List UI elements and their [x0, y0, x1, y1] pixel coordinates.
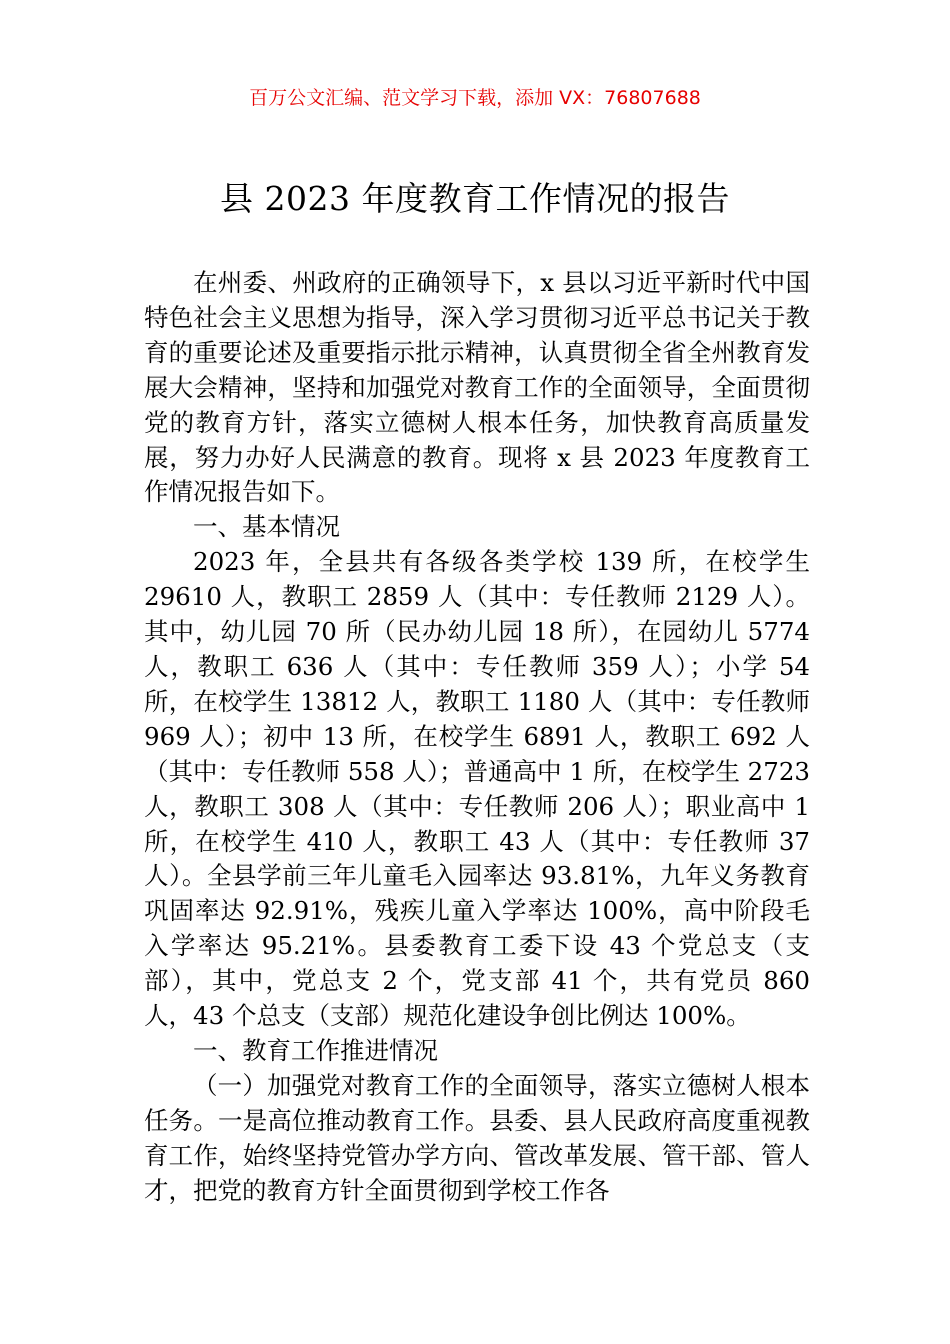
paragraph-work-progress: （一）加强党对教育工作的全面领导，落实立德树人根本任务。一是高位推动教育工作。县委、县人民政府高度重视教育工作，始终坚持党管办学方向、管改革发展、管干部、管人才，把党的教育方针全面贯彻到学校工作各: [144, 1070, 810, 1205]
paragraph-intro: 在州委、州政府的正确领导下，x 县以习近平新时代中国特色社会主义思想为指导，深入学习贯彻习近平总书记关于教育的重要论述及重要指示批示精神，认真贯彻全省全州教育发展大会精神，坚持和加强党对教育工作的全面领导，全面贯彻党的教育方针，落实立德树人根本任务，加快教育高质量发展，努力办好人民满意的教育。现将 x 县 2023 年度教育工作情况报告如下。: [144, 268, 810, 507]
document-title: 县 2023 年度教育工作情况的报告: [220, 179, 730, 218]
watermark-banner: 百万公文汇编、范文学习下载，添加 VX：76807688: [249, 87, 701, 109]
section-heading-basic-info: 一、基本情况: [193, 512, 340, 542]
section-heading-work-progress: 一、教育工作推进情况: [193, 1035, 438, 1065]
paragraph-basic-info: 2023 年，全县共有各级各类学校 139 所，在校学生 29610 人，教职工 2859 人（其中：专任教师 2129 人）。其中，幼儿园 70 所（民办幼儿园 18 所），在园幼儿 5774 人，教职工 636 人（其中：专任教师 359 人）；小学 54 所，在校学生 13812 人，教职工 1180 人（其中：专任教师 969 人）；初中 13 所，在校学生 6891 人，教职工 692 人（其中：专任教师 558 人）；普通高中 1 所，在校学生 2723 人，教职工 308 人（其中：专任教师 206 人）；职业高中 1 所，在校学生 410 人，教职工 43 人（其中：专任教师 37 人）。全县学前三年儿童毛入园率达 93.81%，九年义务教育巩固率达 92.91%，残疾儿童入学率达 100%，高中阶段毛入学率达 95.21%。县委教育工委下设 43 个党总支（支部），其中，党总支 2 个，党支部 41 个，共有党员 860 人，43 个总支（支部）规范化建设争创比例达 100%。: [144, 547, 810, 1031]
document-body: [144, 266, 810, 1208]
